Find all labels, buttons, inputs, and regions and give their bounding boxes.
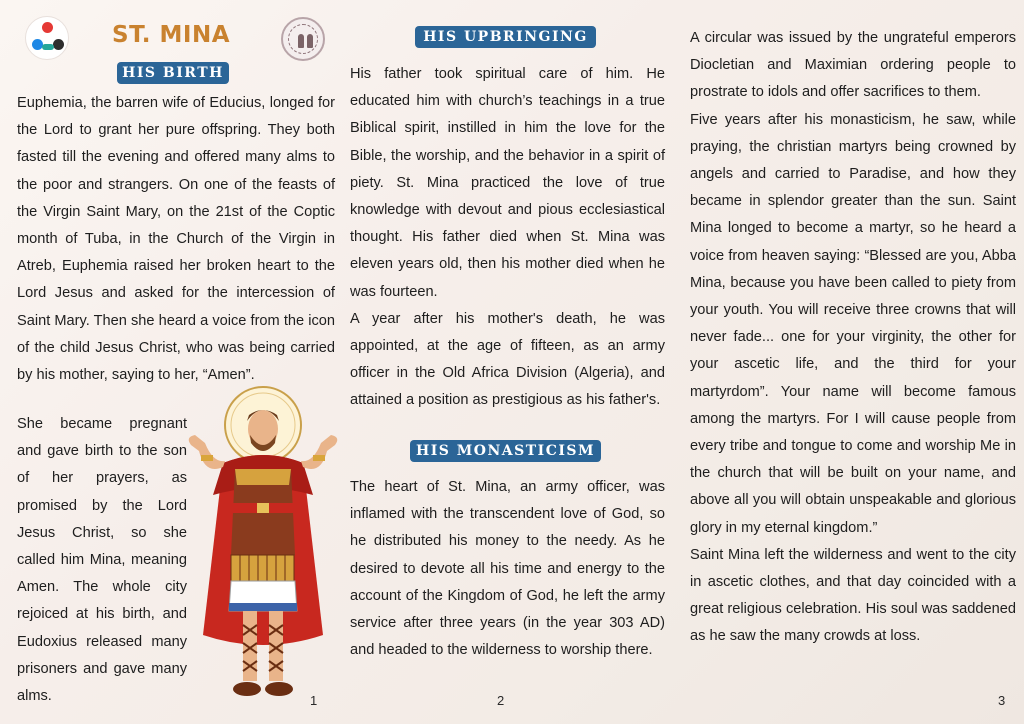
upbringing-text xyxy=(350,61,665,415)
birth-paragraph-1 xyxy=(17,90,335,389)
two-saints-seal-icon xyxy=(281,17,325,61)
page-3 xyxy=(682,0,1024,724)
section-heading-upbringing: HIS UPBRINGING xyxy=(415,26,596,48)
birth-paragraph-2 xyxy=(17,411,187,710)
upbringing-paragraph-1: His father took spiritual care of him. He educated him with church’s teachings in a true Biblical spirit, instilled in him the love for the Bible, the worship, and the behavior in a spirit of piety. St. Mina practiced the love of true knowledge with devout and pious ecclesiastical thought. His father died when St. Mina was eleven years old, then his mother died when he was fourteen. xyxy=(350,66,665,300)
birth-text-2: She became pregnant and gave birth to the son of her prayers, as promised by the Lord Jesus Christ, so she called him Mina, meaning Amen. The whole city rejoiced at his birth, and Eudoxius released many prisoners and gave many alms. xyxy=(17,416,187,705)
page-number-2: 2 xyxy=(497,693,505,708)
church-community-logo-icon xyxy=(25,16,69,60)
birth-text-1: Euphemia, the barren wife of Educius, longed for the Lord to grant her pure offspring. They both fasted till the evening and offered many alms to the poor and strangers. On one of the feasts of the Virgin Saint Mary, on the 21st of the Coptic month of Tuba, in the Church of the Virgin in Atreb, Euphemia raised her broken heart to the Lord Jesus and asked for the intercession of Saint Mary. Then she heard a voice from the icon of the child Jesus Christ, who was being carried by his mother, saying to her, “Amen”. xyxy=(17,95,335,384)
upbringing-paragraph-2: A year after his mother's death, he was appointed, at the age of fifteen, as an army officer in the Old Africa Division (Algeria), and attained a position as prestigious as his father's. xyxy=(350,310,665,409)
page-number-1: 1 xyxy=(310,693,318,708)
martyrdom-text xyxy=(690,25,1016,651)
martyrdom-paragraph-3: Saint Mina left the wilderness and went to the city in ascetic clothes, and that day coincided with a great religious celebration. His soul was saddened as he saw the many crowds at loss. xyxy=(690,546,1016,645)
saint-mina-icon xyxy=(183,385,343,710)
section-heading-monasticism: HIS MONASTICISM xyxy=(410,440,601,462)
page-2 xyxy=(341,0,682,724)
martyrdom-paragraph-2: Five years after his monasticism, he saw, while praying, the christian martyrs being crowned by angels and carried to Paradise, and how they became in splendor greater than the sun. Saint Mina longed to become a martyr, so he heard a voice from heaven saying: “Blessed are you, Abba Mina, because you have been called to piety from your youth. You will receive three crowns that will never fade... one for your virginity, the other for your ascetic life, and the third for your martyrdom”. Your name will become famous among the martyrs. For I will cause people from every tribe and tongue to come and worship Me in the church that will be built on your name, and above all you will obtain unspeakable and glorious glory in my eternal kingdom.” xyxy=(690,111,1016,536)
page-number-3: 3 xyxy=(998,693,1006,708)
page-header xyxy=(0,14,341,64)
martyrdom-paragraph-1: A circular was issued by the ungrateful emperors Diocletian and Maximian ordering people to prostrate to idols and offer sacrifices to them. xyxy=(690,30,1016,101)
section-heading-birth: HIS BIRTH xyxy=(117,62,229,84)
page-1 xyxy=(0,0,341,724)
page-title: ST. MINA xyxy=(112,22,231,48)
monasticism-text xyxy=(350,474,665,664)
monasticism-paragraph-1: The heart of St. Mina, an army officer, was inflamed with the transcendent love of God, so he distributed his money to the needy. As he desired to devote all his time and energy to the account of the Kingdom of God, he left the army service after three years (in the year 303 AD) and headed to the wilderness to worship there. xyxy=(350,479,665,659)
